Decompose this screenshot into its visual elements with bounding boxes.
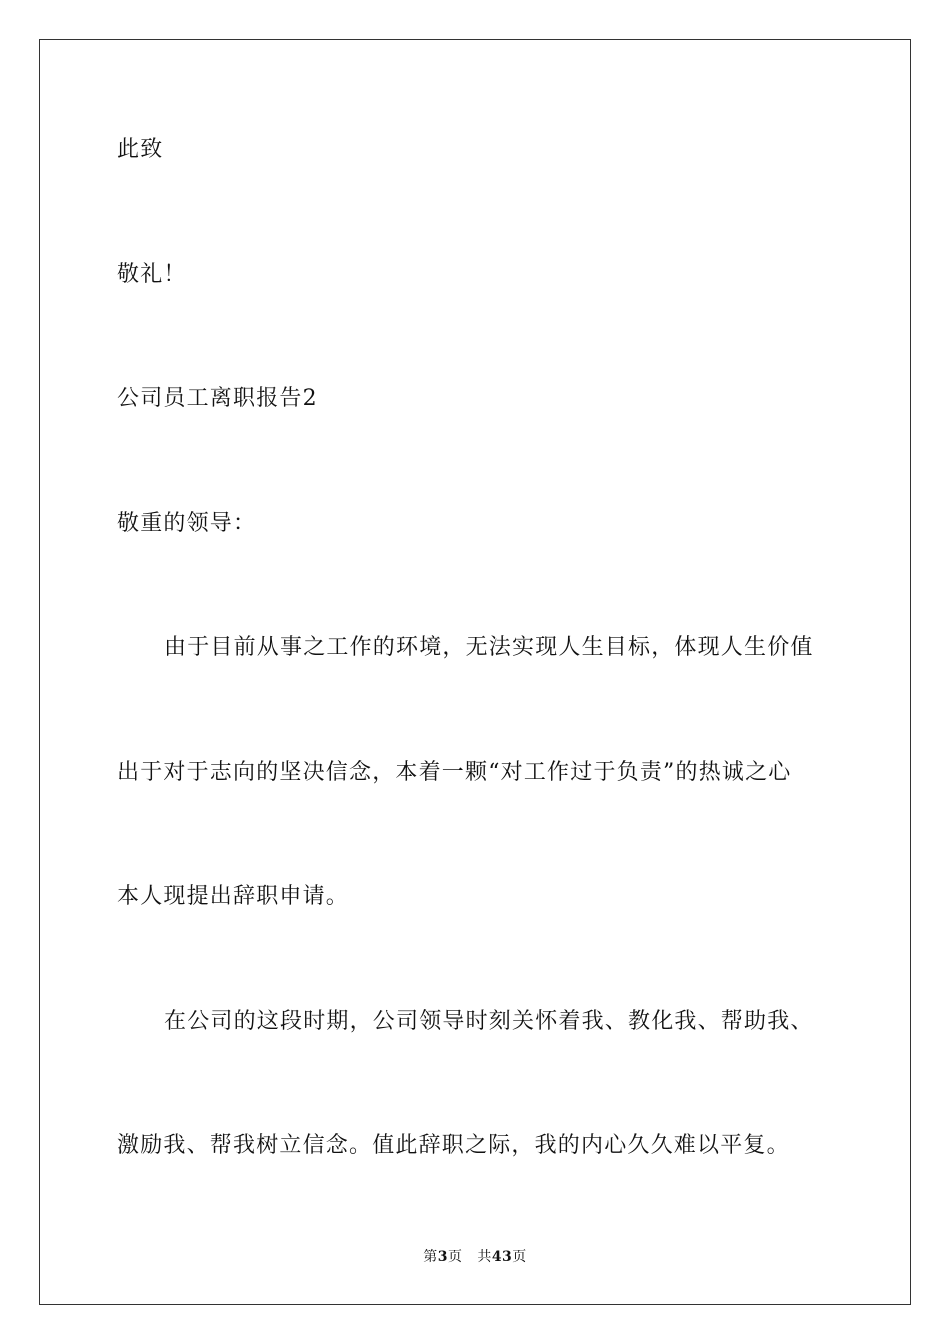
page-number: 3 — [437, 1249, 448, 1265]
page-prefix: 第 — [423, 1249, 438, 1265]
section-heading: 公司员工离职报告2 — [117, 386, 318, 411]
salutation: 敬重的领导： — [117, 511, 257, 536]
page-footer — [0, 1248, 950, 1266]
total-pages: 43 — [491, 1249, 513, 1265]
page-suffix: 页 — [447, 1249, 463, 1265]
paragraph-1-line-1: 由于目前从事之工作的环境，无法实现人生目标，体现人生价值 — [164, 635, 814, 660]
paragraph-2-line-2: 激励我、帮我树立信念。值此辞职之际，我的内心久久难以平复。 — [117, 1133, 790, 1158]
paragraph-1-line-3: 本人现提出辞职申请。 — [117, 884, 350, 909]
paragraph-2-line-1: 在公司的这段时期，公司领导时刻关怀着我、教化我、帮助我、 — [164, 1009, 814, 1034]
page-border — [39, 39, 911, 1305]
closing-line-cizhi: 此致 — [117, 137, 164, 162]
paragraph-1-line-2: 出于对于志向的坚决信念，本着一颗“对工作过于负责”的热诚之心 — [117, 760, 792, 785]
total-prefix: 共 — [477, 1249, 492, 1265]
total-suffix: 页 — [512, 1249, 527, 1265]
closing-line-jingli: 敬礼！ — [117, 262, 187, 287]
